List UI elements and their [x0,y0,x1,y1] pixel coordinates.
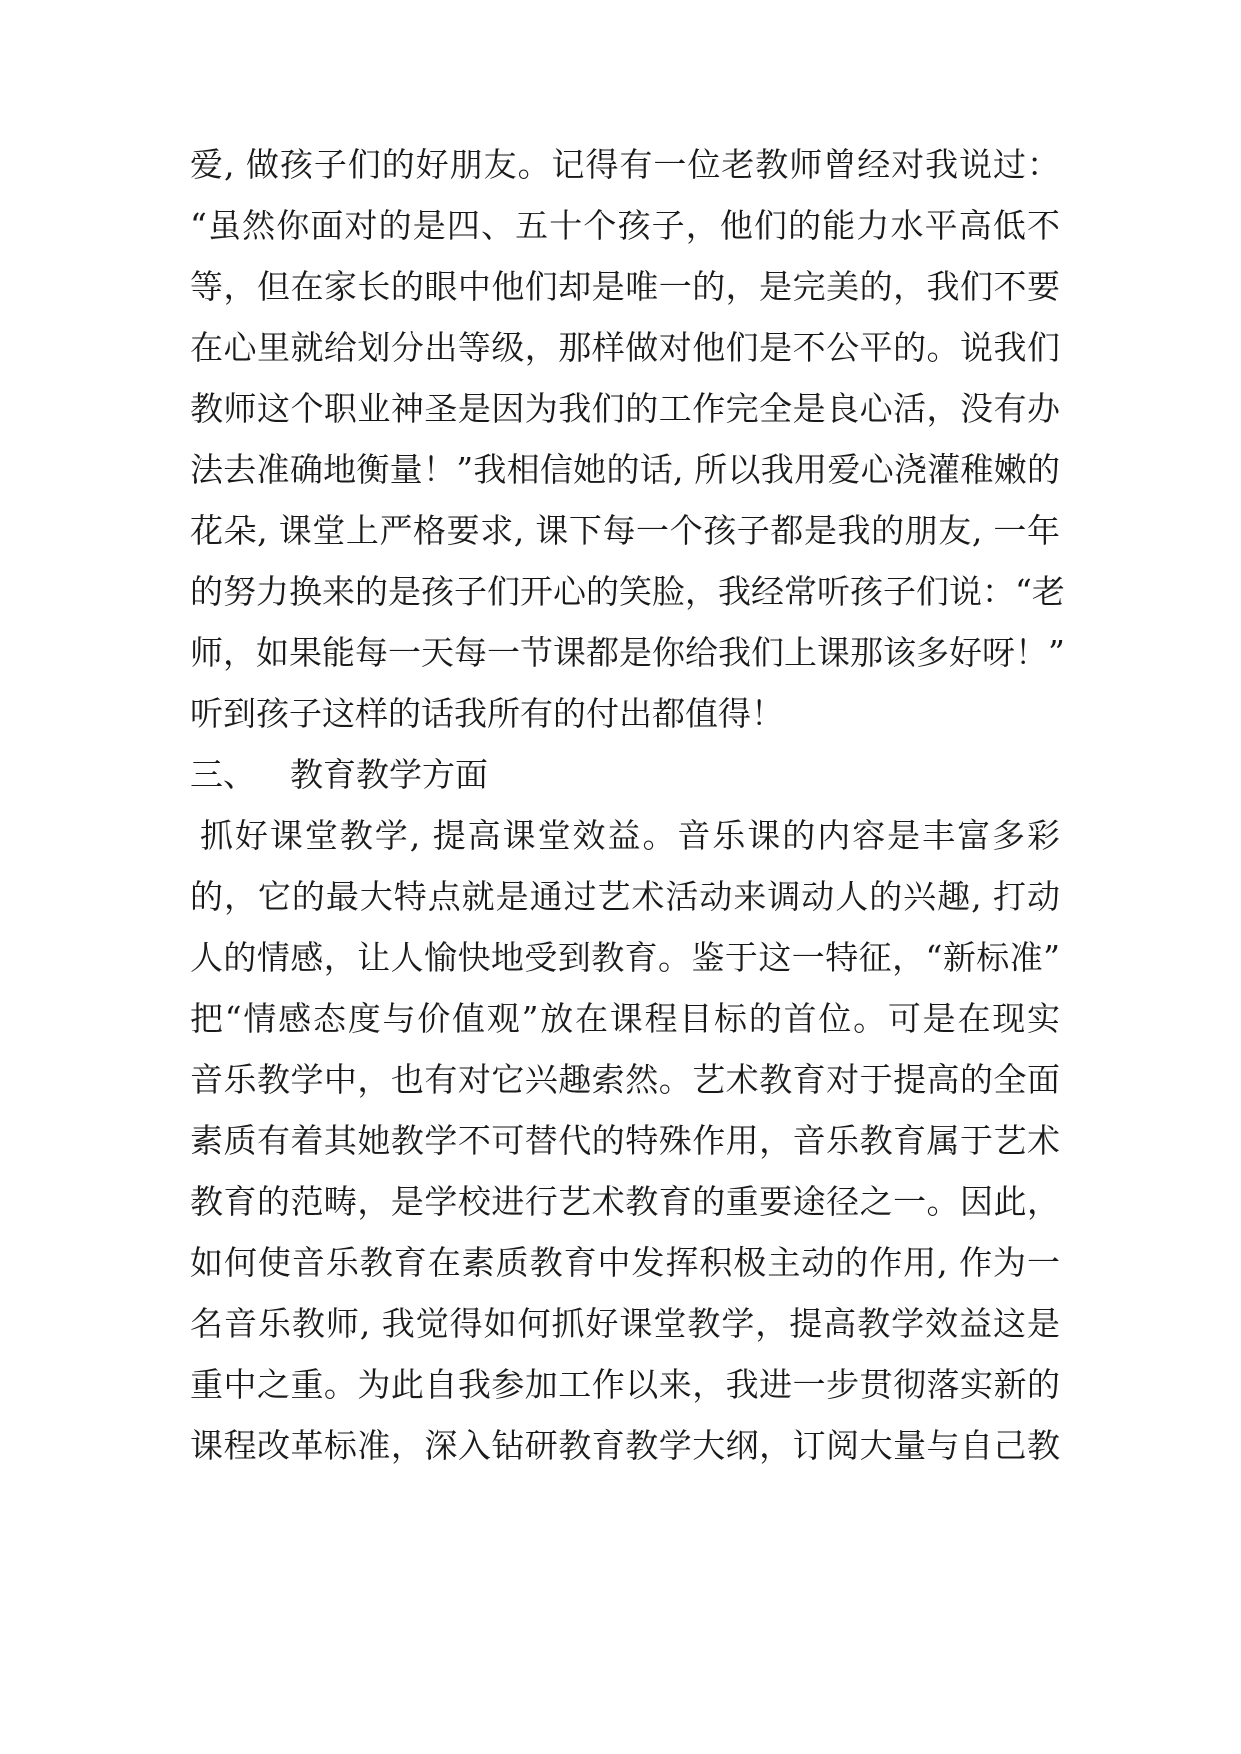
body-text-line: 把“情感态度与价值观”放在课程目标的首位。可是在现实 [190,999,1060,1038]
body-text-line: 花朵, 课堂上严格要求, 课下每一个孩子都是我的朋友, 一年 [190,511,1060,550]
body-text-line: 如何使音乐教育在素质教育中发挥积极主动的作用, 作为一 [190,1243,1060,1282]
body-text-line: 在心里就给划分出等级，那样做对他们是不公平的。说我们 [190,328,1060,367]
section-number: 三、 [190,755,256,794]
body-text-line: 素质有着其她教学不可替代的特殊作用，音乐教育属于艺术 [190,1121,1060,1160]
body-text-line: 音乐教学中，也有对它兴趣索然。艺术教育对于提高的全面 [190,1060,1060,1099]
body-text-line: 法去准确地衡量！”我相信她的话, 所以我用爱心浇灌稚嫩的 [190,450,1060,489]
body-text-line: 听到孩子这样的话我所有的付出都值得！ [190,694,784,733]
body-text-line: 课程改革标准，深入钻研教育教学大纲，订阅大量与自己教 [190,1426,1060,1465]
body-text-line: “虽然你面对的是四、五十个孩子，他们的能力水平高低不 [190,206,1060,245]
body-text-line: 等，但在家长的眼中他们却是唯一的，是完美的，我们不要 [190,267,1060,306]
body-text-line: 人的情感，让人愉快地受到教育。鉴于这一特征，“新标准” [190,938,1060,977]
body-text-line: 名音乐教师, 我觉得如何抓好课堂教学，提高教学效益这是 [190,1304,1060,1343]
body-text-line: 抓好课堂教学, 提高课堂效益。音乐课的内容是丰富多彩 [200,816,1060,855]
body-text-line: 爱, 做孩子们的好朋友。记得有一位老教师曾经对我说过： [190,145,1060,184]
section-title: 教育教学方面 [290,755,488,794]
body-text-line: 教师这个职业神圣是因为我们的工作完全是良心活，没有办 [190,389,1060,428]
body-text-line: 的努力换来的是孩子们开心的笑脸，我经常听孩子们说：“老 [190,572,1065,611]
section-heading [190,754,1060,796]
body-text-line: 师，如果能每一天每一节课都是你给我们上课那该多好呀！” [190,633,1065,672]
body-text-line: 教育的范畴，是学校进行艺术教育的重要途径之一。因此， [190,1182,1060,1221]
body-text-line: 的，它的最大特点就是通过艺术活动来调动人的兴趣, 打动 [190,877,1060,916]
body-text-line: 重中之重。为此自我参加工作以来，我进一步贯彻落实新的 [190,1365,1060,1404]
